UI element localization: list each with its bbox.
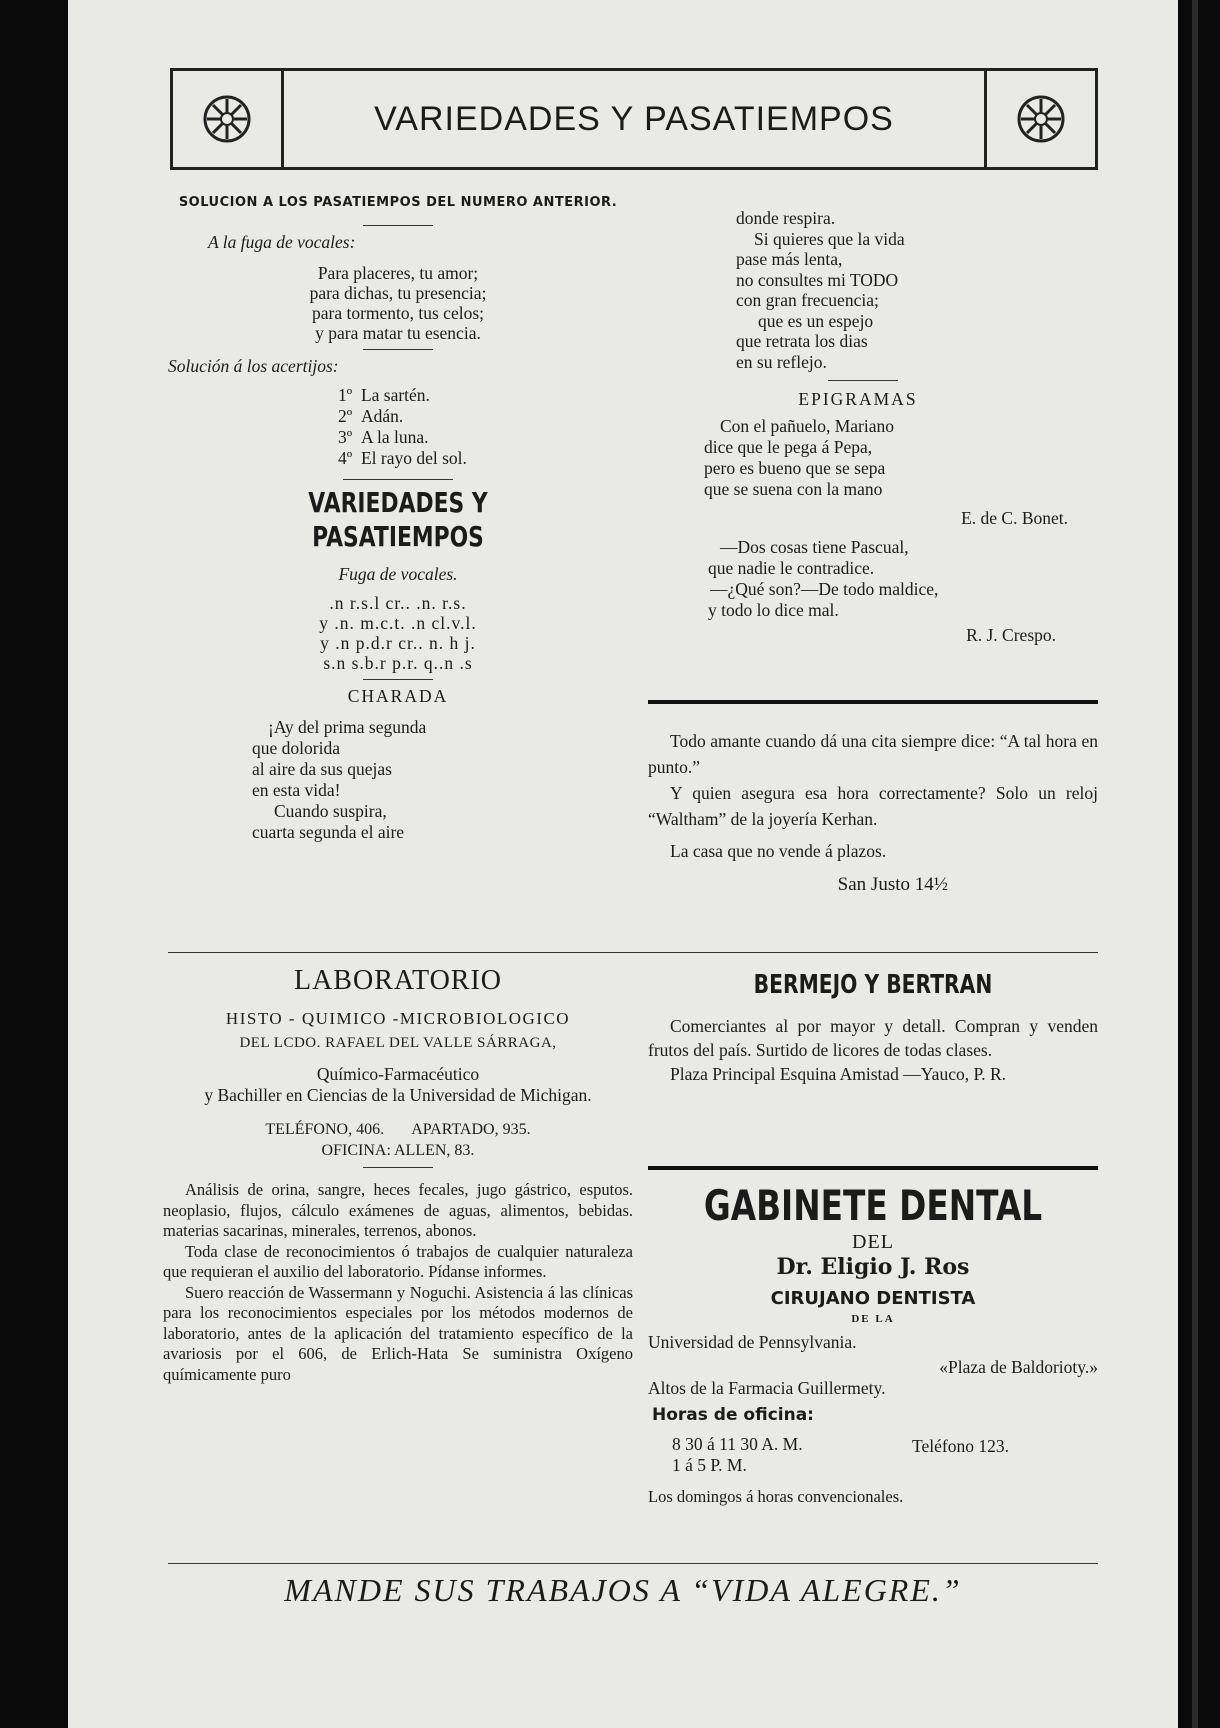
divider [343, 479, 453, 480]
ornament-box-left [173, 71, 284, 167]
divider [363, 349, 433, 350]
bermejo-paragraph: Comerciantes al por mayor y detall. Compran y venden frutos del país. Surtido de licores de todas clases. [648, 1016, 1098, 1060]
fuga2-label: Fuga de vocales. [338, 564, 458, 584]
dental-de-la: DE LA [851, 1313, 895, 1325]
divider [363, 225, 433, 226]
divider [363, 679, 433, 680]
puzzle-line: y .n. m.c.t. .n cl.v.l. [319, 613, 477, 633]
solucion-title: SOLUCION A LOS PASATIEMPOS DEL NUMERO ANTERIOR. [178, 195, 618, 210]
rosette-icon [202, 94, 252, 144]
list-item: 3º A la luna. [338, 427, 429, 447]
verse-line: donde respira. [736, 208, 836, 228]
verse-line: que nadie le contradice. [708, 558, 875, 578]
acertijos-list [338, 385, 628, 469]
header-title: VARIEDADES Y PASATIEMPOS [374, 99, 894, 138]
verse-line: ¡Ay del prima segunda [268, 717, 427, 737]
verse-line: no consultes mi TODO [736, 269, 899, 290]
right-column [648, 208, 1068, 646]
divider [648, 1166, 1098, 1170]
puzzle-line: y .n p.d.r cr.. n. h j. [320, 633, 476, 653]
dental-title: GABINETE DENTAL [703, 1181, 1043, 1230]
page-edge [1192, 0, 1198, 1728]
lab-director: DEL LCDO. RAFAEL DEL VALLE SÁRRAGA, [239, 1035, 557, 1051]
verse-line: pero es bueno que se sepa [704, 458, 886, 478]
epigram-1-author: E. de C. Bonet. [961, 508, 1068, 528]
verse-line: dice que le pega á Pepa, [704, 437, 873, 457]
verse-line: para tormento, tus celos; [311, 303, 485, 323]
ad-address: San Justo 14½ [837, 874, 948, 895]
verse-line: Con el pañuelo, Mariano [720, 416, 894, 436]
verse-line: con gran frecuencia; [736, 290, 879, 310]
lab-apartado: APARTADO, 935. [411, 1121, 531, 1138]
fuga2-puzzle [168, 593, 628, 673]
verse-line: para dichas, tu presencia; [309, 283, 487, 303]
lab-body [163, 1180, 633, 1385]
verse-line: —¿Qué son?—De todo maldice, [710, 579, 939, 599]
epigram-2 [708, 537, 1068, 621]
lab-paragraph: Análisis de orina, sangre, heces fecales, jugo gástrico, esputos. neoplasio, flujos, cálculo exámenes de aguas, alimentos, bebidas. materias sacarinas, minerales, terrenos, abonos. [163, 1180, 633, 1240]
dental-doctor: Dr. Eligio J. Ros [776, 1254, 970, 1280]
dental-hours [672, 1434, 1098, 1480]
epigram-1 [704, 416, 1068, 500]
list-item: 2º Adán. [338, 406, 404, 426]
verse-line: y todo lo dice mal. [708, 600, 839, 620]
list-item: 4º El rayo del sol. [338, 448, 467, 468]
ad-paragraph: Y quien asegura esa hora correctamente? Solo un reloj “Waltham” de la joyería Kerhan. [648, 783, 1098, 829]
charada-continuation [736, 208, 1068, 372]
divider [363, 1167, 433, 1168]
verse-line: pase más lenta, [736, 249, 843, 269]
vp-title: VARIEDADES Y PASATIEMPOS [308, 486, 488, 553]
lab-oficina: OFICINA: ALLEN, 83. [321, 1142, 475, 1159]
list-item: 1º La sartén. [338, 385, 430, 405]
verse-line: que es un espejo [758, 310, 874, 331]
lab-bachiller: y Bachiller en Ciencias de la Universidad de Michigan. [204, 1085, 592, 1105]
lab-paragraph: Toda clase de reconocimientos ó trabajos de cualquier naturaleza que requieran el auxilio del laboratorio. Pídanse informes. [163, 1241, 633, 1281]
bermejo-title: BERMEJO Y BERTRAN [753, 970, 993, 1000]
dental-altos: Altos de la Farmacia Guillermety. [648, 1378, 886, 1398]
divider [168, 1563, 1098, 1564]
verse-line: —Dos cosas tiene Pascual, [720, 537, 909, 557]
fuga-label: A la fuga de vocales: [208, 232, 356, 252]
lab-contact [163, 1119, 633, 1140]
magazine-page [68, 0, 1178, 1728]
verse-line: Para placeres, tu amor; [317, 263, 479, 283]
charada-title: CHARADA [347, 686, 449, 706]
divider [168, 952, 1098, 953]
section-header [170, 68, 1098, 170]
verse-line: cuarta segunda el aire [252, 822, 405, 842]
laboratorio-ad [163, 962, 633, 1385]
divider [648, 700, 1098, 704]
lab-telefono: TELÉFONO, 406. [265, 1121, 385, 1138]
verse-line: que dolorida [252, 738, 340, 758]
verse-line: y para matar tu esencia. [315, 323, 481, 343]
footer-slogan: MANDE SUS TRABAJOS A “VIDA ALEGRE.” [284, 1572, 962, 1608]
verse-line: que retrata los dias [736, 331, 868, 351]
verse-line: en su reflejo. [736, 351, 827, 372]
fuga-solution [168, 263, 628, 343]
lab-subtitle: HISTO - QUIMICO -MICROBIOLOGICO [225, 1009, 571, 1028]
dental-plaza: «Plaza de Baldorioty.» [939, 1357, 1098, 1377]
puzzle-line: s.n s.b.r p.r. q..n .s [323, 653, 473, 673]
ornament-box-right [984, 71, 1095, 167]
lab-title: LABORATORIO [293, 965, 503, 996]
charada-verse [252, 717, 628, 843]
verse-line: Si quieres que la vida [754, 228, 905, 249]
verse-line: que se suena con la mano [704, 479, 883, 499]
ad-paragraph: La casa que no vende á plazos. [670, 841, 887, 861]
epigram-2-author: R. J. Crespo. [966, 625, 1056, 645]
bermejo-paragraph: Plaza Principal Esquina Amistad —Yauco, P. R. [670, 1064, 1007, 1084]
verse-line: al aire da sus quejas [252, 759, 392, 779]
dental-telefono: Teléfono 123. [912, 1436, 1009, 1456]
verse-line: Cuando suspira, [274, 801, 387, 821]
rosette-icon [1016, 94, 1066, 144]
dental-cirujano: CIRUJANO DENTISTA [770, 1288, 976, 1309]
dental-horas-title: Horas de oficina: [652, 1405, 814, 1425]
verse-line: en esta vida! [252, 780, 341, 800]
dental-ad [648, 1182, 1098, 1507]
hours-line: 1 á 5 P. M. [672, 1455, 747, 1475]
bermejo-title-wrap [648, 968, 1098, 1002]
epigramas-title: EPIGRAMAS [798, 389, 918, 409]
bermejo-ad [648, 968, 1098, 1086]
hours-line: 8 30 á 11 30 A. M. [672, 1434, 803, 1454]
dental-title-wrap [648, 1182, 1098, 1230]
dental-del: DEL [852, 1231, 894, 1253]
dental-domingos: Los domingos á horas convencionales. [648, 1487, 904, 1506]
left-column [168, 192, 628, 843]
acertijos-label: Solución á los acertijos: [168, 356, 339, 376]
ad-paragraph: Todo amante cuando dá una cita siempre dice: “A tal hora en punto.” [648, 731, 1098, 777]
vp-title-wrap [168, 486, 628, 554]
lab-quimico: Químico-Farmacéutico [316, 1064, 480, 1084]
dental-universidad: Universidad de Pennsylvania. [648, 1332, 857, 1352]
bermejo-body [648, 1014, 1098, 1086]
waltham-ad [648, 728, 1098, 898]
divider [828, 380, 898, 381]
puzzle-line: .n r.s.l cr.. .n. r.s. [329, 593, 467, 613]
lab-paragraph: Suero reacción de Wassermann y Noguchi. Asistencia á las clínicas para los reconocimientos especiales por los métodos modernos de laboratorio, antes de la aplicación del tratamiento específico de la avariosis por el 606, de Erlich-Hata Se suministra Oxígeno químicamente puro [163, 1282, 633, 1384]
